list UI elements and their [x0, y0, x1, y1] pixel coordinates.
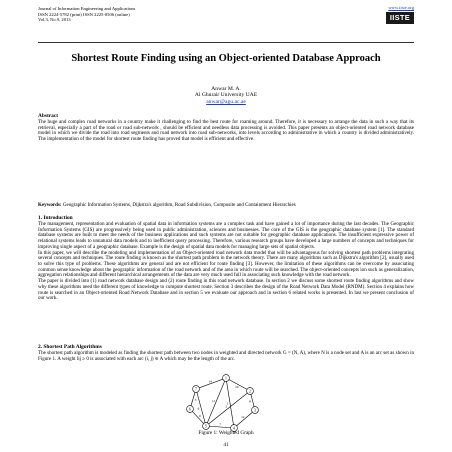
journal-name: Journal of Information Engineering and Applications — [38, 6, 136, 11]
iiste-logo: IISTE — [386, 12, 414, 24]
abstract-text — [38, 120, 414, 143]
journal-issn: ISSN 2224-5782 (print) ISSN 2225-0506 (online) — [38, 11, 130, 17]
graph-edge-5-6 — [192, 411, 203, 423]
author-email[interactable]: anwar@agu.ac.ae — [206, 98, 246, 105]
graph-node-label: 6 — [189, 407, 191, 412]
graph-edge-weight: 3 — [194, 397, 197, 402]
graph-edge-1-5 — [207, 381, 224, 423]
graph-edge-weight: 6 — [197, 406, 200, 411]
graph-edge-weight: 1 — [226, 401, 229, 406]
graph-edge-weight: 14 — [208, 379, 212, 384]
weighted-graph-figure — [170, 372, 282, 434]
keywords-label: Keywords: — [38, 202, 62, 208]
page-number: 41 — [223, 442, 229, 448]
author-name: Anwar M. A. — [211, 86, 241, 92]
graph-edge-weight: 8 — [249, 399, 251, 404]
graph-edge-2-3 — [251, 394, 254, 406]
journal-header — [38, 6, 135, 23]
abstract-heading: Abstract — [38, 113, 59, 119]
header-divider — [38, 42, 414, 43]
graph-node-label: 4 — [233, 426, 235, 431]
abstract-paragraph: The huge and complex road networks in a country make it challenging to find the best route for roaming around. Therefore, it is necessary to arrange the data in such a way that its retrieval, especially a part of the road or road sub-network , should be efficient and needless data processing is avoided. This paper presents an object-oriented road network database model in which we divide the road into road segments and road network into road sub-networks, into levels according to administrative in which a country is divided administratively. The implementation of the model for shortest route finding has proved that model is efficient and effective. — [38, 119, 414, 143]
graph-node-label: 1 — [225, 376, 227, 381]
journal-header-right — [386, 5, 414, 24]
section-1-paragraph-1: The management, representation and evaluation of spatial data in information systems are a complex task and have gained a lot of importance during the last decades. The Geographic Information Systems (GIS) are progressively being used in public administration, sciences and businesses. The core of the GIS is the geographic database system [1]. The standard database systems are built to meet the needs of the business applications and such systems are not suitable for geographic database applications. The insufficient expressive power of relational systems leads to unnatural data models and to inefficient query processing. Therefore, various research groups have developed a large numbers of concepts and techniques for improving single aspect of a geographic database. Example is the design of spatial data models for managing large sets of spatial objects. — [38, 221, 414, 250]
keywords — [38, 203, 414, 209]
section-1-body — [38, 222, 414, 302]
graph-node-label: 3 — [254, 408, 256, 413]
graph-node-label: 2 — [249, 389, 251, 394]
paper-title: Shortest Route Finding using an Object-oriented Database Approach — [71, 53, 381, 64]
section-2-paragraph: The shortest path algorithm is modeled as finding the shortest path between two nodes in weighted and directed network G = (N, A), where N is a node set and A is an arc set as shown in Figure 1. A weight lij ≥ 0 is associated with each arc (i, j) ∈ A which may be the length of the arc. — [38, 350, 414, 362]
graph-edge-weight: 9 — [199, 413, 201, 418]
graph-edge-weight: 11 — [211, 399, 216, 404]
graph-edge-weight: 12 — [241, 415, 245, 420]
journal-volume: Vol.3, No.9, 2013 — [38, 17, 71, 23]
graph-edge-weight: 2 — [225, 404, 228, 409]
graph-node-label: 7 — [195, 387, 197, 392]
website-link[interactable]: www.iiste.org — [388, 5, 414, 10]
graph-edge-weight: 7 — [219, 422, 222, 427]
author-affiliation: Al Ghurair University UAE — [194, 92, 258, 99]
graph-node-label: 5 — [205, 424, 207, 429]
section-1-paragraph-2: In this paper, we will describe the modeling and implementation of an Object-oriented road network data model that will be advantageous for solving shortest path problems integrating several concepts and techniques. The route finding is known as the shortest path problem in the network theory. There are many algorithms such as Dijkstra's algorithm [2], usually used to solve this type of problems. These algorithms are general and are not efficient for route finding [3]. However, the limitation of these algorithms can be overcome by associating common sense knowledge about the geographic information of the road network and of the area in which route will be searched. The object-oriented concepts ion such as generalization, aggregation relationships and different hierarchical arrangements of the data are very much used full in associating such knowledge with the road network. — [38, 249, 414, 279]
section-1-paragraph-3: The paper is divided into (1) road network database design and (2) route finding in this road network database. In section 2 we discuss some shortest route finding algorithms and show why these algorithms need the different types of knowledge to compute shortest route. Section 3 describes the design of the Road Network Data Model (RNDM). Section 4 explains how route is searched in an Object-oriented Road Network Database and in section 5 we evaluate our approach and in section 6 related works is presented. In last we present conclusion of our work. — [38, 278, 414, 302]
keywords-text: Geographic Information Systems, Dijkstra's algorithm, Road Subdivision, Composite and Containment Hierarchies — [61, 202, 296, 208]
figure-caption: Figure 1: Weighted Graph — [198, 430, 254, 436]
section-2-body — [38, 351, 414, 362]
section-1-heading: 1. Introduction — [38, 215, 73, 221]
graph-edge-weight: 10 — [235, 384, 239, 389]
graph-edge-2-5 — [209, 393, 248, 424]
author-block — [38, 86, 414, 105]
section-2-heading: 2. Shortest Path Algorithms — [38, 344, 102, 350]
